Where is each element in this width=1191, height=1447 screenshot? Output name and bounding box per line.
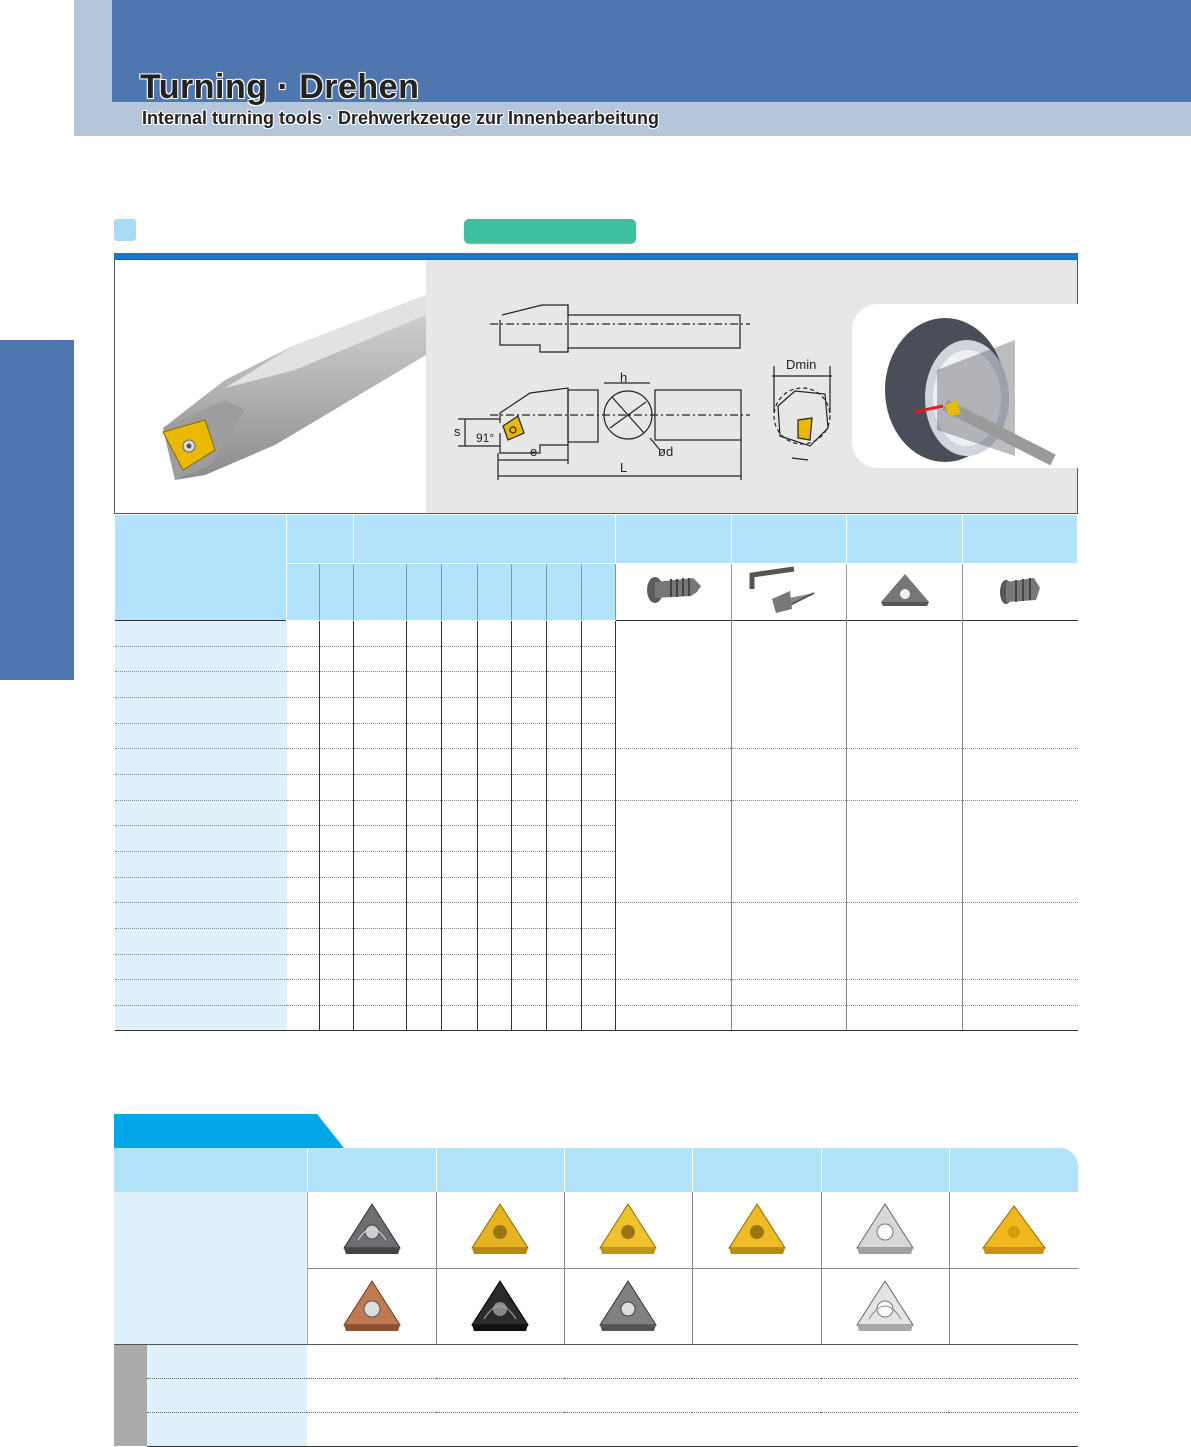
insert-cell xyxy=(949,1192,1078,1268)
black-insert-icon xyxy=(468,1275,532,1335)
key-cell xyxy=(731,563,846,620)
insert-cell xyxy=(436,1192,564,1268)
insert-cell xyxy=(821,1268,949,1344)
dim-l-label: L xyxy=(620,460,628,475)
insert-cell xyxy=(821,1192,949,1268)
gold-insert-icon xyxy=(979,1198,1049,1258)
shim-screw-cell xyxy=(963,563,1078,620)
grey-insert-icon xyxy=(596,1275,660,1335)
bronze-insert-icon xyxy=(340,1275,404,1335)
insert-header-col4 xyxy=(692,1148,821,1192)
section-pill xyxy=(464,219,636,243)
insert-cell-empty xyxy=(949,1268,1078,1344)
grade-label xyxy=(147,1378,307,1412)
clamp-screw-icon xyxy=(641,568,705,612)
insert-grade-row xyxy=(114,1378,1078,1412)
gold-insert-icon xyxy=(596,1198,660,1258)
dim-s-label: s xyxy=(454,424,461,439)
designation-header xyxy=(115,515,287,620)
material-group-marker xyxy=(114,1344,147,1446)
section-marker xyxy=(114,219,136,241)
key-header xyxy=(731,515,846,563)
shim-screw-icon xyxy=(996,568,1044,612)
col-s xyxy=(511,563,546,620)
chapter-side-tab[interactable] xyxy=(0,340,74,680)
grade-label xyxy=(147,1412,307,1446)
gold-insert-icon xyxy=(725,1198,789,1258)
col-h xyxy=(406,563,441,620)
insert-cell-empty xyxy=(692,1268,821,1344)
shim-icon xyxy=(877,570,933,610)
boring-bar-image xyxy=(115,260,426,513)
insert-header-col1 xyxy=(307,1148,436,1192)
col-dmin xyxy=(547,563,582,620)
dimensions-header xyxy=(354,515,616,563)
silver-insert-icon xyxy=(853,1198,917,1258)
clamp-screw-cell xyxy=(616,563,731,620)
header-side-strip xyxy=(74,0,112,136)
col-d xyxy=(354,563,406,620)
insert-cell xyxy=(307,1268,436,1344)
insert-header-col5 xyxy=(821,1148,949,1192)
shim-screw-header xyxy=(963,515,1078,563)
insert-cell xyxy=(307,1192,436,1268)
table-row xyxy=(115,979,1078,1005)
tool-spec-table xyxy=(115,515,1078,1031)
dimension-drawing xyxy=(440,288,840,488)
col-l xyxy=(441,563,477,620)
insert-row-label xyxy=(114,1192,307,1344)
shim-cell xyxy=(847,563,963,620)
insert-cell xyxy=(564,1268,692,1344)
table-row xyxy=(115,1005,1078,1030)
insert-header-label xyxy=(114,1148,307,1192)
dim-angle-label: 91° xyxy=(476,431,495,445)
dim-h-label: h xyxy=(620,370,628,385)
grey-coated-insert-icon xyxy=(340,1198,404,1258)
table-row xyxy=(115,800,1078,825)
insert-header-col6 xyxy=(949,1148,1078,1192)
col-stock-r xyxy=(287,563,320,620)
dim-e-label: e xyxy=(530,444,538,459)
shim-header xyxy=(847,515,963,563)
insert-cell xyxy=(564,1192,692,1268)
stock-header xyxy=(287,515,354,563)
insert-header-col2 xyxy=(436,1148,564,1192)
dim-dmin-label: Dmin xyxy=(786,357,817,372)
col-e xyxy=(477,563,511,620)
table-row xyxy=(115,620,1078,646)
insert-grade-row xyxy=(114,1412,1078,1446)
insert-cell xyxy=(692,1192,821,1268)
gold-insert-icon xyxy=(468,1198,532,1258)
table-row xyxy=(115,902,1078,928)
insert-grade-row xyxy=(114,1344,1078,1378)
page-title: Turning · Drehen xyxy=(140,68,420,106)
insert-cell xyxy=(436,1268,564,1344)
clamp-screw-header xyxy=(616,515,731,563)
insert-table xyxy=(114,1148,1078,1447)
dim-d-label: ød xyxy=(658,444,674,459)
inserts-tab[interactable] xyxy=(114,1114,344,1148)
torx-key-icon xyxy=(744,565,834,615)
col-stock-l xyxy=(320,563,354,620)
page-subtitle: Internal turning tools · Drehwerkzeuge zur Innenbearbeitung xyxy=(142,108,660,128)
grade-label xyxy=(147,1344,307,1378)
application-photo xyxy=(875,310,1065,466)
insert-header-col3 xyxy=(564,1148,692,1192)
table-row xyxy=(115,748,1078,774)
col-angle xyxy=(582,563,616,620)
silver-insert-icon xyxy=(853,1275,917,1335)
